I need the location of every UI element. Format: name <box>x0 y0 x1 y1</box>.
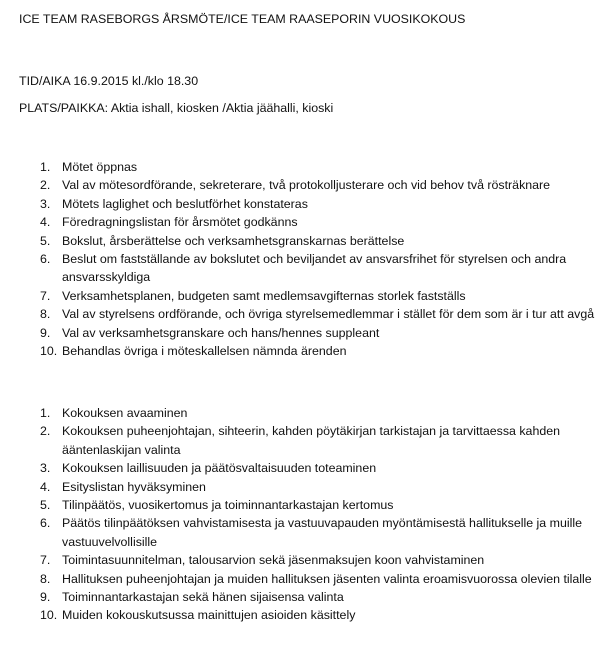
agenda-item-text: Val av verksamhetsgranskare och hans/hennes suppleant <box>62 325 380 340</box>
agenda-item-number: 10. <box>40 608 58 623</box>
meeting-time: TID/AIKA 16.9.2015 kl./klo 18.30 <box>19 74 199 88</box>
agenda-item <box>0 459 590 477</box>
agenda-item-number: 1. <box>40 406 51 420</box>
agenda-item <box>0 232 590 250</box>
agenda-item-text: Tilinpäätös, vuosikertomus ja toiminnantarkastajan kertomus <box>62 498 394 513</box>
agenda-item-text: Toiminnantarkastajan sekä hänen sijaisensa valinta <box>62 590 344 605</box>
agenda-item-number: 10. <box>40 344 58 359</box>
agenda-item-text: Toimintasuunnitelman, talousarvion sekä jäsenmaksujen koon vahvistaminen <box>62 553 485 568</box>
agenda-item <box>0 422 590 459</box>
agenda-item-number: 9. <box>40 325 51 340</box>
agenda-item <box>0 588 590 606</box>
agenda-item-number: 7. <box>40 553 51 568</box>
agenda-item-number: 3. <box>40 196 51 211</box>
agenda-item <box>0 195 590 213</box>
agenda-item-text: Kokouksen laillisuuden ja päätösvaltaisuuden toteaminen <box>62 461 377 476</box>
agenda-item-text: Val av mötesordförande, sekreterare, två protokolljusterare och vid behov två rösträknare <box>62 178 551 193</box>
agenda-item-text: Mötet öppnas <box>62 160 138 174</box>
agenda-list-finnish <box>0 404 590 625</box>
agenda-item <box>0 496 590 514</box>
agenda-item <box>0 606 590 624</box>
agenda-item <box>0 287 590 305</box>
agenda-item-text: Bokslut, årsberättelse och verksamhetsgranskarnas berättelse <box>62 233 405 248</box>
agenda-item-text: Hallituksen puheenjohtajan ja muiden hallituksen jäsenten valinta eroamisvuorossa olevien tilalle <box>62 571 592 586</box>
agenda-item <box>0 478 590 496</box>
agenda-item-text: Beslut om fastställande av bokslutet och beviljandet av ansvarsfrihet för styrelsen och andra <box>62 252 567 267</box>
agenda-item-number: 5. <box>40 498 51 513</box>
agenda-item-number: 3. <box>40 461 51 476</box>
agenda-item-text: Behandlas övriga i möteskallelsen nämnda ärenden <box>62 344 347 359</box>
agenda-item-text: Mötets laglighet och beslutförhet konstateras <box>62 196 308 211</box>
agenda-item <box>0 305 595 323</box>
agenda-list-swedish <box>0 158 595 360</box>
agenda-item-number: 4. <box>40 215 51 230</box>
agenda-item-text: Kokouksen avaaminen <box>62 406 188 420</box>
agenda-item-continuation: ansvarsskyldiga <box>62 270 151 285</box>
agenda-item-number: 5. <box>40 233 51 248</box>
agenda-item <box>0 324 590 342</box>
agenda-item-number: 2. <box>40 178 51 193</box>
agenda-item <box>0 176 590 194</box>
agenda-item-text: Kokouksen puheenjohtajan, sihteerin, kahden pöytäkirjan tarkistajan ja tarvittaessa kahden <box>62 424 561 439</box>
meeting-place: PLATS/PAIKKA: Aktia ishall, kiosken /Aktia jäähalli, kioski <box>19 101 334 115</box>
agenda-item-text: Verksamhetsplanen, budgeten samt medlemsavgifternas storlek fastställs <box>62 288 466 303</box>
agenda-item-number: 6. <box>40 252 51 267</box>
agenda-item-continuation: vastuuvelvollisille <box>62 534 158 549</box>
agenda-item <box>0 551 590 569</box>
agenda-item <box>0 570 590 588</box>
agenda-item-text: Esityslistan hyväksyminen <box>62 479 206 494</box>
agenda-item-number: 8. <box>40 307 51 322</box>
document-title: ICE TEAM RASEBORGS ÅRSMÖTE/ICE TEAM RAASEPORIN VUOSIKOKOUS <box>19 12 466 26</box>
agenda-item-text: Föredragningslistan för årsmötet godkänns <box>62 215 298 230</box>
agenda-item <box>0 250 590 287</box>
agenda-item-number: 6. <box>40 516 51 531</box>
agenda-item-text: Val av styrelsens ordförande, och övriga styrelsemedlemmar i stället för dem som är i tur att avgå <box>62 307 595 322</box>
agenda-item-text: Päätös tilinpäätöksen vahvistamisesta ja vastuuvapauden myöntämisestä hallitukselle ja muille <box>62 516 582 531</box>
agenda-item-continuation: ääntenlaskijan valinta <box>62 442 181 457</box>
agenda-item-number: 4. <box>40 479 51 494</box>
agenda-item <box>0 404 590 422</box>
agenda-item-number: 2. <box>40 424 51 439</box>
agenda-item <box>0 342 590 360</box>
agenda-item-number: 9. <box>40 590 51 605</box>
agenda-item-number: 8. <box>40 571 51 586</box>
agenda-item-number: 7. <box>40 288 51 303</box>
agenda-item-text: Muiden kokouskutsussa mainittujen asioiden käsittely <box>62 608 356 623</box>
agenda-item <box>0 158 590 176</box>
agenda-item <box>0 213 590 231</box>
agenda-item <box>0 514 590 551</box>
agenda-item-number: 1. <box>40 160 51 174</box>
